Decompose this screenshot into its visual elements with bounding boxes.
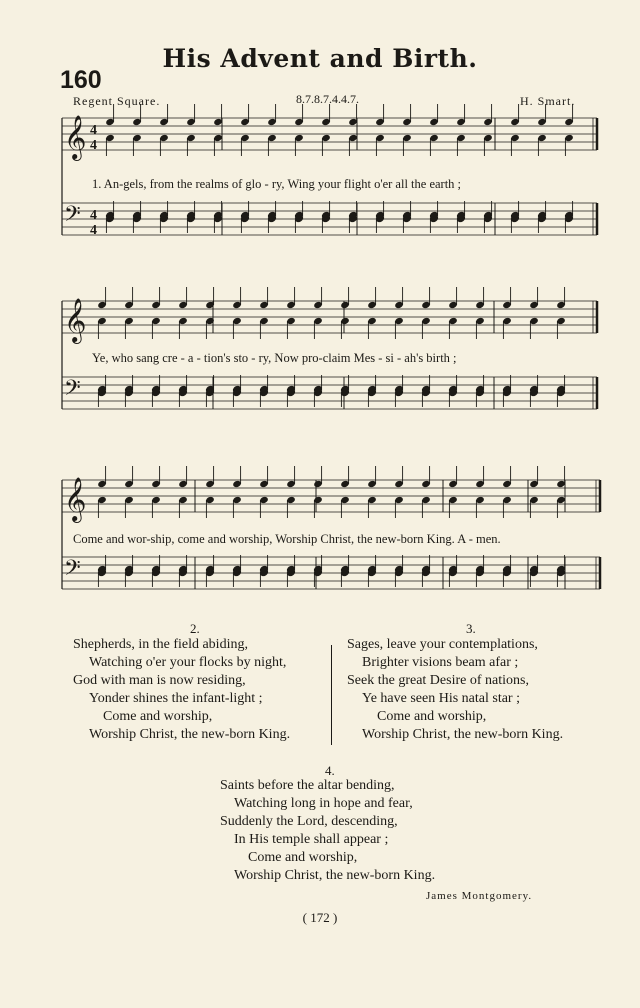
verse-3-line: Brighter visions beam afar ; bbox=[362, 655, 519, 670]
hymn-number: 160 bbox=[60, 66, 102, 94]
verse-2-line: Worship Christ, the new-born King. bbox=[89, 727, 291, 742]
verse-3-line: Sages, leave your contemplations, bbox=[347, 637, 538, 652]
verse-2-line: Yonder shines the infant-light ; bbox=[89, 691, 263, 706]
author-credit: James Montgomery. bbox=[426, 890, 533, 902]
verse-4-line: Come and worship, bbox=[248, 850, 358, 865]
time-signature: 4 bbox=[90, 138, 97, 153]
verse-3-line: Come and worship, bbox=[377, 709, 487, 724]
lyric-line-2: Ye, who sang cre - a - tion's sto - ry, Now pro-claim Mes - si - ah's birth ; bbox=[92, 351, 457, 365]
verse-2-line: Come and worship, bbox=[103, 709, 213, 724]
tune-name: Regent Square. bbox=[73, 94, 161, 108]
verse-3-line: Worship Christ, the new-born King. bbox=[362, 727, 564, 742]
time-signature: 4 bbox=[90, 123, 97, 138]
verse-4-line: Worship Christ, the new-born King. bbox=[234, 868, 436, 883]
verse-2-line: Watching o'er your flocks by night, bbox=[89, 655, 287, 670]
time-signature: 4 bbox=[90, 223, 97, 238]
bass-clef-icon: 𝄢 bbox=[64, 556, 81, 586]
treble-clef-icon: 𝄞 bbox=[64, 298, 87, 342]
page-number: ( 172 ) bbox=[302, 910, 338, 925]
treble-clef-icon: 𝄞 bbox=[64, 477, 87, 521]
bass-clef-icon: 𝄢 bbox=[64, 202, 81, 232]
meter: 8.7.8.7.4.4.7. bbox=[296, 92, 359, 106]
verse-2-number: 2. bbox=[190, 621, 200, 636]
section-title: His Advent and Birth. bbox=[162, 44, 478, 73]
verse-3-line: Ye have seen His natal star ; bbox=[362, 691, 520, 706]
treble-clef-icon: 𝄞 bbox=[64, 115, 87, 159]
verse-2-line: Shepherds, in the field abiding, bbox=[73, 637, 248, 652]
verse-3-line: Seek the great Desire of nations, bbox=[347, 673, 529, 688]
lyric-line-1: 1. An-gels, from the realms of glo - ry, Wing your flight o'er all the earth ; bbox=[92, 177, 462, 191]
bass-clef-icon: 𝄢 bbox=[64, 376, 81, 406]
verse-2-line: God with man is now residing, bbox=[73, 673, 246, 688]
lyric-line-3: Come and wor-ship, come and worship, Worship Christ, the new-born King. A - men. bbox=[73, 532, 501, 546]
verse-divider bbox=[331, 645, 332, 745]
verse-4-line: Suddenly the Lord, descending, bbox=[220, 814, 398, 829]
verse-4-number: 4. bbox=[325, 763, 335, 778]
time-signature: 4 bbox=[90, 208, 97, 223]
verse-4-line: Saints before the altar bending, bbox=[220, 778, 395, 793]
verse-4-line: In His temple shall appear ; bbox=[234, 832, 389, 847]
verse-3-number: 3. bbox=[466, 621, 476, 636]
verse-4-line: Watching long in hope and fear, bbox=[234, 796, 413, 811]
composer: H. Smart. bbox=[520, 94, 576, 108]
